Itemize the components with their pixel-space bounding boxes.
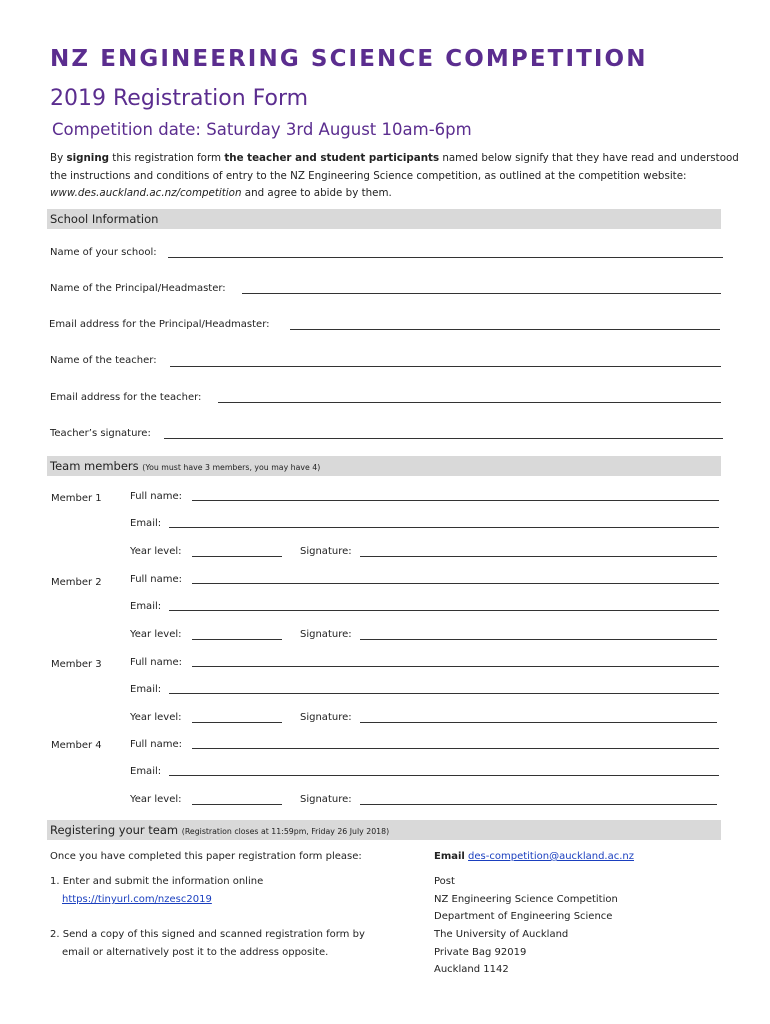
full-name-label: Full name: bbox=[130, 739, 183, 750]
member-signature-field[interactable] bbox=[360, 639, 717, 640]
address-line: NZ Engineering Science Competition bbox=[434, 894, 618, 905]
member-email-field[interactable] bbox=[169, 527, 719, 528]
member-email-field[interactable] bbox=[169, 610, 719, 611]
school-info-heading bbox=[47, 209, 721, 229]
full-name-label: Full name: bbox=[130, 657, 183, 668]
member-label: Member 1 bbox=[51, 493, 102, 504]
member-full-name-field[interactable] bbox=[192, 583, 719, 584]
signature-label: Signature: bbox=[300, 794, 352, 805]
competition-website: www.des.auckland.ac.nz/competition bbox=[50, 187, 242, 200]
email-label: Email: bbox=[130, 601, 162, 612]
member-signature-field[interactable] bbox=[360, 804, 717, 805]
member-label: Member 2 bbox=[51, 577, 102, 588]
member-email-field[interactable] bbox=[169, 775, 719, 776]
member-full-name-field[interactable] bbox=[192, 666, 719, 667]
full-name-label: Full name: bbox=[130, 491, 183, 502]
competition-date: Competition date: Saturday 3rd August 10am-6pm bbox=[52, 120, 472, 139]
step-2-text-continued: email or alternatively post it to the address opposite. bbox=[62, 947, 329, 958]
team-members-heading bbox=[47, 456, 721, 476]
member-year-level-field[interactable] bbox=[192, 722, 282, 723]
registering-heading-text: Registering your team bbox=[50, 823, 179, 837]
principal-email-field[interactable] bbox=[290, 329, 720, 330]
registering-note: (Registration closes at 11:59pm, Friday 26 July 2018) bbox=[181, 827, 390, 836]
teacher-signature-label: Teacher’s signature: bbox=[50, 428, 151, 439]
form-subtitle: 2019 Registration Form bbox=[50, 86, 309, 111]
registration-link[interactable]: https://tinyurl.com/nzesc2019 bbox=[62, 894, 212, 905]
intro-text: and agree to abide by them. bbox=[241, 187, 392, 200]
signature-label: Signature: bbox=[300, 629, 352, 640]
member-label: Member 3 bbox=[51, 659, 102, 670]
member-year-level-field[interactable] bbox=[192, 804, 282, 805]
intro-bold-phrase: the teacher and student participants bbox=[224, 152, 440, 164]
full-name-label: Full name: bbox=[130, 574, 183, 585]
step-1-text: 1. Enter and submit the information online bbox=[50, 876, 264, 887]
member-year-level-field[interactable] bbox=[192, 556, 282, 557]
teacher-email-field[interactable] bbox=[218, 402, 721, 403]
principal-name-field[interactable] bbox=[242, 293, 721, 294]
intro-text: By bbox=[50, 152, 67, 164]
intro-bold-signing: signing bbox=[66, 152, 110, 164]
year-level-label: Year level: bbox=[130, 546, 182, 557]
member-signature-field[interactable] bbox=[360, 556, 717, 557]
member-label: Member 4 bbox=[51, 740, 102, 751]
signature-label: Signature: bbox=[300, 546, 352, 557]
school-info-heading-text: School Information bbox=[50, 212, 159, 226]
member-email-field[interactable] bbox=[169, 693, 719, 694]
year-level-label: Year level: bbox=[130, 712, 182, 723]
principal-name-label: Name of the Principal/Headmaster: bbox=[50, 283, 226, 294]
principal-email-label: Email address for the Principal/Headmaster: bbox=[49, 319, 270, 330]
email-label: Email: bbox=[130, 766, 162, 777]
intro-text: named below signify that they have read and understood the instructions and conditions of entry to the NZ Engineering Science competition, as outlined at the competition website: bbox=[50, 152, 739, 182]
team-members-heading-text: Team members bbox=[50, 459, 139, 473]
teacher-email-label: Email address for the teacher: bbox=[50, 392, 202, 403]
contact-email-link[interactable]: des-competition@auckland.ac.nz bbox=[468, 851, 634, 862]
school-name-field[interactable] bbox=[168, 257, 723, 258]
email-contact-label: Email bbox=[434, 851, 465, 862]
member-signature-field[interactable] bbox=[360, 722, 717, 723]
member-full-name-field[interactable] bbox=[192, 500, 719, 501]
team-members-note: (You must have 3 members, you may have 4) bbox=[142, 463, 321, 472]
year-level-label: Year level: bbox=[130, 629, 182, 640]
intro-text: this registration form bbox=[109, 152, 225, 164]
intro-paragraph bbox=[50, 150, 740, 203]
registration-instruction: Once you have completed this paper registration form please: bbox=[50, 851, 362, 862]
teacher-name-field[interactable] bbox=[170, 366, 721, 367]
email-contact bbox=[434, 848, 634, 866]
form-title: NZ ENGINEERING SCIENCE COMPETITION bbox=[50, 46, 648, 72]
email-label: Email: bbox=[130, 518, 162, 529]
email-label: Email: bbox=[130, 684, 162, 695]
school-name-label: Name of your school: bbox=[50, 247, 157, 258]
signature-label: Signature: bbox=[300, 712, 352, 723]
registering-heading bbox=[47, 820, 721, 840]
year-level-label: Year level: bbox=[130, 794, 182, 805]
step-2-text: 2. Send a copy of this signed and scanned registration form by bbox=[50, 929, 365, 940]
address-line: Auckland 1142 bbox=[434, 964, 509, 975]
teacher-signature-field[interactable] bbox=[164, 438, 723, 439]
address-line: Department of Engineering Science bbox=[434, 911, 613, 922]
post-label: Post bbox=[434, 876, 455, 887]
member-year-level-field[interactable] bbox=[192, 639, 282, 640]
address-line: The University of Auckland bbox=[434, 929, 569, 940]
teacher-name-label: Name of the teacher: bbox=[50, 355, 157, 366]
member-full-name-field[interactable] bbox=[192, 748, 719, 749]
address-line: Private Bag 92019 bbox=[434, 947, 527, 958]
